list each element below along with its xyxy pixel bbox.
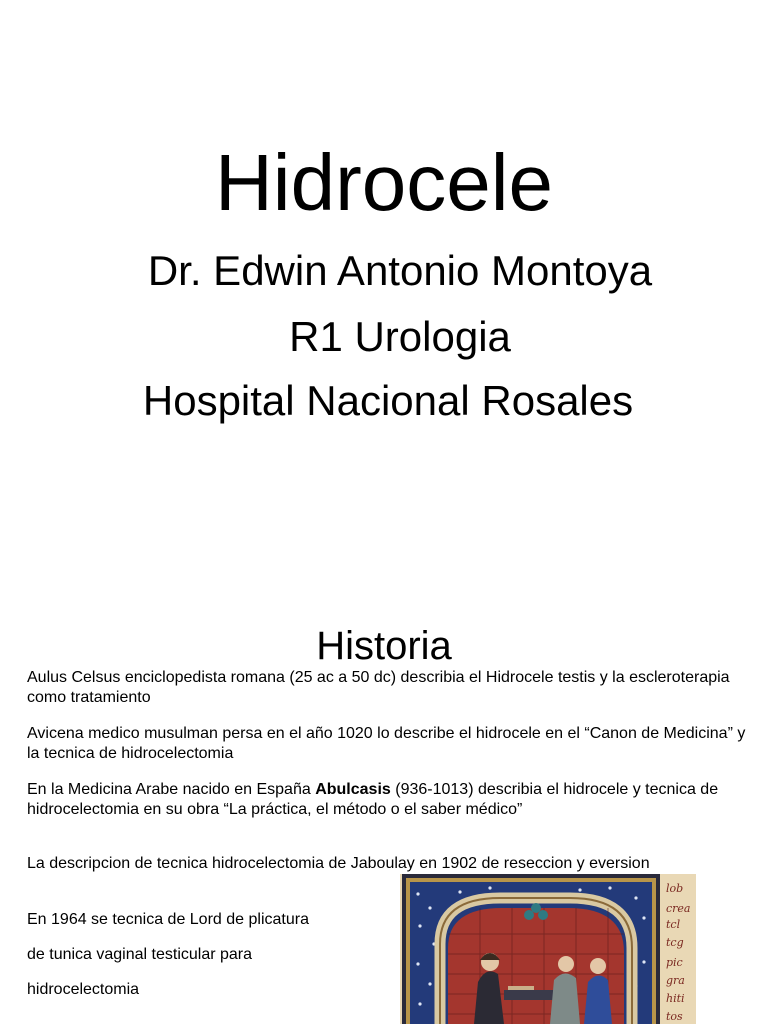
medieval-manuscript-illustration (400, 874, 696, 1024)
hospital-name: Hospital Nacional Rosales (142, 377, 634, 424)
paragraph-abulcasis (27, 780, 747, 820)
abulcasis-name: Abulcasis (315, 781, 391, 798)
svg-text:crea: crea (666, 902, 691, 915)
paragraph-lord-line1: En 1964 se tecnica de Lord de plicatura (27, 911, 309, 928)
history-slide (0, 600, 768, 1024)
history-title: Historia (316, 624, 452, 668)
svg-text:tcl: tcl (666, 918, 681, 931)
paragraph-avicena: Avicena medico musulman persa en el año 1020 lo describe el hidrocele en el “Canon de Medicina” y la tecnica de hidrocelectomia (27, 725, 746, 762)
svg-text:pic: pic (666, 956, 683, 969)
svg-text:gra: gra (666, 974, 685, 987)
paragraph-jaboulay: La descripcion de tecnica hidrocelectomia de Jaboulay en 1902 de reseccion y eversion (27, 855, 650, 872)
abulcasis-intro: En la Medicina Arabe nacido en España (27, 781, 316, 798)
paragraph-celsus: Aulus Celsus enciclopedista romana (25 ac a 50 dc) describia el Hidrocele testis y la escleroterapia como tratamiento (27, 669, 730, 706)
svg-text:tcg: tcg (666, 936, 684, 949)
svg-text:lob: lob (666, 882, 684, 895)
paragraph-lord-line2: de tunica vaginal testicular para (27, 946, 253, 963)
author-name: Dr. Edwin Antonio Montoya (147, 247, 653, 294)
abulcasis-rest: (936-1013) describia el hidrocele y tecnica de hidrocelectomia en su obra “La práctica, el método o el saber médico” (27, 781, 719, 818)
presentation-title: Hidrocele (215, 138, 553, 227)
svg-text:hiti: hiti (666, 992, 685, 1005)
svg-text:tos: tos (666, 1010, 683, 1023)
manuscript-illustration-image (400, 874, 696, 1024)
paragraph-lord-line3: hidrocelectomia (27, 981, 140, 998)
author-role: R1 Urologia (289, 313, 511, 360)
